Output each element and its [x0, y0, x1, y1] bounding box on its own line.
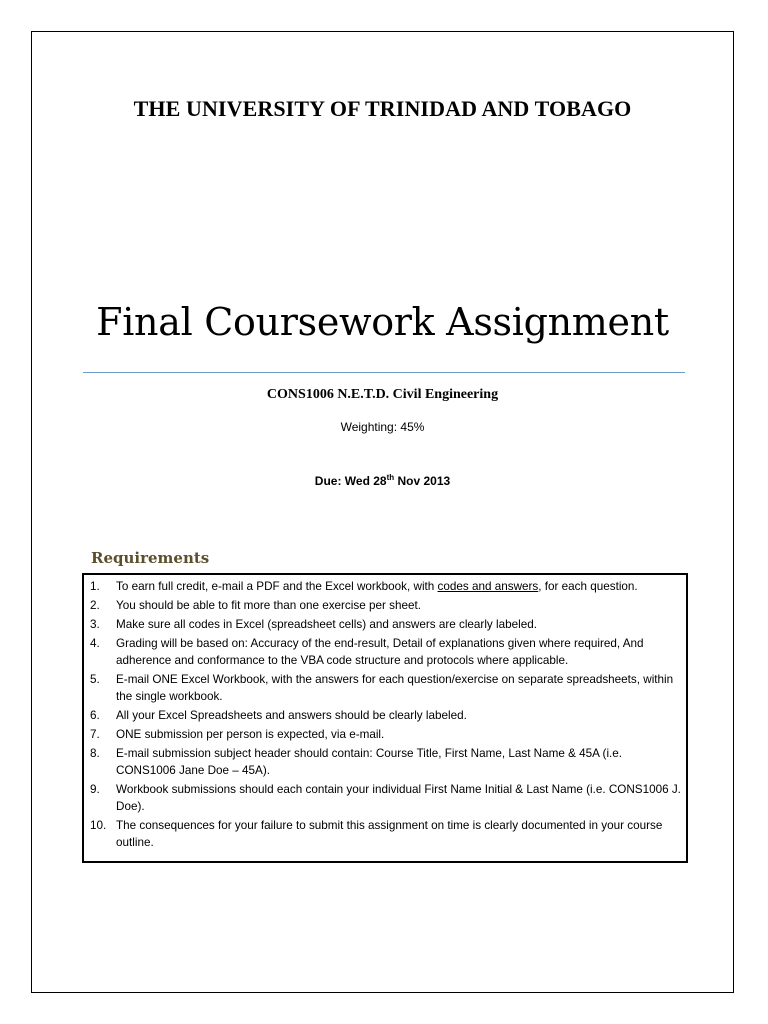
requirement-number: 2.: [90, 599, 100, 612]
requirement-text-end: , for each question.: [538, 580, 638, 593]
requirement-number: 10.: [90, 819, 107, 832]
requirement-number: 3.: [90, 618, 100, 631]
weighting: Weighting: 45%: [340, 420, 425, 434]
requirement-item: [90, 635, 682, 669]
requirements-box: [82, 573, 688, 863]
due-date-ordinal: th: [386, 473, 395, 482]
requirement-number: 8.: [90, 747, 100, 760]
title-divider: [83, 372, 685, 373]
due-date-rest: Nov 2013: [394, 474, 451, 488]
requirement-number: 7.: [90, 728, 100, 741]
requirement-text: Grading will be based on: Accuracy of the end-result, Detail of explanations given where required, And adherence and conformance to the VBA code structure and protocols where applicable.: [116, 637, 644, 667]
requirement-text: E-mail submission subject header should contain: Course Title, First Name, Last Name & 45A (i.e. CONS1006 Jane Doe – 45A).: [116, 747, 623, 777]
requirement-text: E-mail ONE Excel Workbook, with the answers for each question/exercise on separate spreadsheets, within the single workbook.: [116, 673, 674, 703]
requirement-item: [90, 745, 682, 779]
requirements-heading: Requirements: [91, 549, 210, 567]
requirement-text: Make sure all codes in Excel (spreadsheet cells) and answers are clearly labeled.: [116, 618, 537, 631]
course-code: CONS1006 N.E.T.D. Civil Engineering: [266, 387, 499, 402]
requirement-text-start: To earn full credit, e-mail a PDF and the Excel workbook, with: [116, 580, 438, 593]
requirement-text: ONE submission per person is expected, via e-mail.: [116, 728, 385, 741]
requirement-number: 5.: [90, 673, 100, 686]
requirement-text: Workbook submissions should each contain your individual First Name Initial & Last Name (i.e. CONS1006 J. Doe).: [116, 783, 681, 813]
requirement-number: 4.: [90, 637, 100, 650]
requirement-item: [90, 707, 682, 724]
requirement-item: [90, 781, 682, 815]
requirement-item: [90, 578, 682, 595]
requirement-item: [90, 616, 682, 633]
requirement-number: 6.: [90, 709, 100, 722]
requirement-text: All your Excel Spreadsheets and answers should be clearly labeled.: [116, 709, 467, 722]
due-date-prefix: Due: Wed 28: [314, 474, 387, 488]
requirement-item: [90, 817, 682, 851]
requirement-number: 9.: [90, 783, 100, 796]
requirement-text: The consequences for your failure to submit this assignment on time is clearly documented in your course outline.: [116, 819, 663, 849]
requirement-item: [90, 726, 682, 743]
due-date: [31, 474, 734, 488]
university-name: THE UNIVERSITY OF TRINIDAD AND TOBAGO: [133, 96, 632, 121]
requirement-text-underlined: codes and answers: [437, 580, 539, 593]
requirement-text: [116, 578, 682, 595]
requirement-item: [90, 597, 682, 614]
requirement-item: [90, 671, 682, 705]
requirement-text: You should be able to fit more than one exercise per sheet.: [116, 599, 421, 612]
page-title: Final Coursework Assignment: [96, 300, 669, 344]
requirement-number: 1.: [90, 580, 100, 593]
